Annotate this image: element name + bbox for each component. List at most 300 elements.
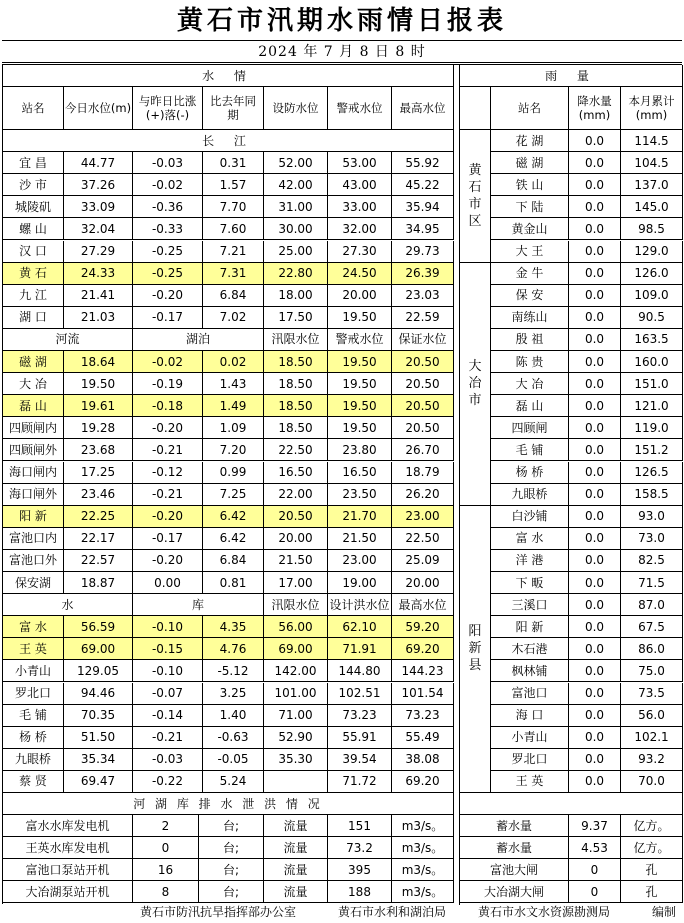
rain-station: 花 湖 — [491, 130, 569, 152]
lake-row-value: -0.21 — [133, 439, 203, 461]
lake-row-value: 19.61 — [64, 395, 133, 417]
reservoir-row-value: -0.07 — [133, 683, 203, 705]
lake-guarantee-header: 保证水位 — [392, 329, 454, 351]
rain-station: 铁 山 — [491, 174, 569, 196]
lake-row-value: 22.57 — [64, 550, 133, 572]
lake-row-value: 17.00 — [264, 572, 328, 594]
yangtze-row-value: 32.00 — [328, 218, 392, 240]
reservoir-row-station: 王 英 — [3, 638, 64, 660]
rain-section-header: 雨 量 — [460, 65, 683, 87]
water-section-header: 水 情 — [3, 65, 454, 87]
reservoir-row-value: 71.72 — [328, 771, 392, 793]
yangtze-row-value: 33.09 — [64, 196, 133, 218]
rainfall-value: 0.0 — [569, 263, 621, 285]
lake-row-value: 17.25 — [64, 462, 133, 484]
rainfall-value: 0.0 — [569, 329, 621, 351]
rainfall-value: 0.0 — [569, 439, 621, 461]
yangtze-row-station: 宜 昌 — [3, 152, 64, 174]
report-title: 黄石市汛期水雨情日报表 — [176, 6, 507, 36]
monthly-total-value: 104.5 — [621, 152, 683, 174]
monthly-total-value: 86.0 — [621, 638, 683, 660]
yangtze-row-value: 0.31 — [203, 152, 264, 174]
reservoir-row-value: 1.40 — [203, 705, 264, 727]
yangtze-row-value: -0.17 — [133, 307, 203, 329]
monthly-total-value: 145.0 — [621, 196, 683, 218]
reservoir-row-value: 59.20 — [392, 616, 454, 638]
rain-station: 陈 贵 — [491, 351, 569, 373]
rainfall-value: 0.0 — [569, 196, 621, 218]
reservoir-row-value: 56.59 — [64, 616, 133, 638]
reservoir-row-value: 35.34 — [64, 749, 133, 771]
monthly-total-value: 71.5 — [621, 572, 683, 594]
yangtze-row-station: 湖 口 — [3, 307, 64, 329]
rain-station: 九眼桥 — [491, 484, 569, 506]
yangtze-row-value: 7.70 — [203, 196, 264, 218]
discharge-right-value: 0 — [569, 859, 621, 881]
lake-row-value: 22.50 — [264, 439, 328, 461]
reservoir-row-value: 69.00 — [264, 638, 328, 660]
yangtze-row-value: 21.41 — [64, 285, 133, 307]
yangtze-row-value: 21.03 — [64, 307, 133, 329]
lake-row-value: 25.09 — [392, 550, 454, 572]
reservoir-row-value: 4.76 — [203, 638, 264, 660]
lake-row-value: 20.50 — [392, 417, 454, 439]
rain-station: 南练山 — [491, 307, 569, 329]
lake-row-value: 23.46 — [64, 484, 133, 506]
discharge-section-header: 河 湖 库 排 水 泄 洪 情 况 — [3, 793, 454, 815]
yangtze-row-value: 35.94 — [392, 196, 454, 218]
rain-station: 海 口 — [491, 705, 569, 727]
discharge-count: 0 — [133, 837, 199, 859]
report-date: 2024 年 7 月 8 日 8 时 — [258, 44, 426, 60]
lake-row-value: 1.09 — [203, 417, 264, 439]
rain-station: 富 水 — [491, 528, 569, 550]
rain-station: 黄金山 — [491, 218, 569, 240]
yangtze-row-value: 27.29 — [64, 241, 133, 263]
lake-row-value: 18.50 — [264, 395, 328, 417]
yangtze-row-value: -0.33 — [133, 218, 203, 240]
monthly-total-value: 90.5 — [621, 307, 683, 329]
yangtze-row-value: 6.84 — [203, 285, 264, 307]
lake-row-station: 海口闸外 — [3, 484, 64, 506]
lake-row-value: 6.84 — [203, 550, 264, 572]
lake-row-value: 20.00 — [264, 528, 328, 550]
rain-station: 下 陆 — [491, 196, 569, 218]
yangtze-section-label: 长 江 — [3, 130, 454, 152]
reservoir-row-value: 129.05 — [64, 660, 133, 682]
reservoir-design-header: 设计洪水位 — [328, 594, 392, 616]
reservoir-row-value: 4.35 — [203, 616, 264, 638]
rainfall-value: 0.0 — [569, 174, 621, 196]
rain-station: 金 牛 — [491, 263, 569, 285]
discharge-flow-label: 流量 — [264, 815, 328, 837]
lake-row-value: 16.50 — [264, 462, 328, 484]
monthly-total-value: 121.0 — [621, 395, 683, 417]
lake-row-value: 21.50 — [328, 528, 392, 550]
yangtze-row-value: 23.03 — [392, 285, 454, 307]
lake-row-station: 大 冶 — [3, 373, 64, 395]
lake-row-value: -0.21 — [133, 484, 203, 506]
monthly-total-header: 本月累计(mm) — [621, 87, 683, 130]
reservoir-row-value: 38.08 — [392, 749, 454, 771]
yangtze-row-value: -0.20 — [133, 285, 203, 307]
reservoir-row-value: -0.14 — [133, 705, 203, 727]
reservoir-row-value: 39.54 — [328, 749, 392, 771]
lake-row-value: 21.70 — [328, 506, 392, 528]
reservoir-row-value: 69.00 — [64, 638, 133, 660]
yangtze-row-value: 31.00 — [264, 196, 328, 218]
reservoir-row-value: 71.00 — [264, 705, 328, 727]
reservoir-row-value: 56.00 — [264, 616, 328, 638]
monthly-total-value: 151.0 — [621, 373, 683, 395]
lake-row-value: 19.50 — [328, 351, 392, 373]
lake-row-value: 26.20 — [392, 484, 454, 506]
yangtze-row-value: -0.02 — [133, 174, 203, 196]
reservoir-row-value: 94.46 — [64, 683, 133, 705]
reservoir-row-station: 九眼桥 — [3, 749, 64, 771]
warning-level-header: 警戒水位 — [328, 87, 392, 130]
lake-row-value: 18.64 — [64, 351, 133, 373]
discharge-name: 富池口泵站开机 — [3, 859, 133, 881]
reservoir-row-station: 罗北口 — [3, 683, 64, 705]
lake-row-station: 富池口内 — [3, 528, 64, 550]
monthly-total-value: 163.5 — [621, 329, 683, 351]
lake-row-value: -0.02 — [133, 351, 203, 373]
lake-row-value: -0.20 — [133, 417, 203, 439]
reservoir-row-value — [264, 771, 328, 793]
lake-row-value: 1.49 — [203, 395, 264, 417]
lake-row-value: 19.50 — [328, 395, 392, 417]
discharge-flow-unit: m3/s。 — [392, 837, 454, 859]
monthly-total-value: 70.0 — [621, 771, 683, 793]
rainfall-value: 0.0 — [569, 218, 621, 240]
rain-station: 木石港 — [491, 638, 569, 660]
rain-station: 阳 新 — [491, 616, 569, 638]
rain-station: 大 冶 — [491, 373, 569, 395]
rain-group-1: 大 冶 市 — [460, 263, 491, 506]
yangtze-row-value: 22.59 — [392, 307, 454, 329]
reservoir-row-value: -0.22 — [133, 771, 203, 793]
lake-row-value: 7.25 — [203, 484, 264, 506]
reservoir-row-value: 101.54 — [392, 683, 454, 705]
discharge-flow-unit: m3/s。 — [392, 859, 454, 881]
reservoir-row-value: 144.23 — [392, 660, 454, 682]
monthly-total-value: 73.5 — [621, 683, 683, 705]
yangtze-row-value: -0.03 — [133, 152, 203, 174]
yangtze-row-station: 汉 口 — [3, 241, 64, 263]
rain-station: 富池口 — [491, 683, 569, 705]
defense-level-header: 设防水位 — [264, 87, 328, 130]
lake-row-value: 0.99 — [203, 462, 264, 484]
rainfall-value: 0.0 — [569, 528, 621, 550]
monthly-total-value: 137.0 — [621, 174, 683, 196]
yangtze-row-value: 24.50 — [328, 263, 392, 285]
reservoir-row-value: 3.25 — [203, 683, 264, 705]
lake-row-value: 22.00 — [264, 484, 328, 506]
discharge-right-label: 大冶湖大闸 — [460, 881, 569, 903]
lake-row-value: -0.12 — [133, 462, 203, 484]
report-table — [2, 64, 682, 904]
rain-group-2: 阳 新 县 — [460, 506, 491, 793]
reservoir-row-value: 62.10 — [328, 616, 392, 638]
yangtze-row-value: 7.31 — [203, 263, 264, 285]
discharge-right-unit: 亿方。 — [621, 815, 683, 837]
lake-warning-header: 警戒水位 — [328, 329, 392, 351]
lake-row-value: -0.18 — [133, 395, 203, 417]
river-label: 河流 — [3, 329, 133, 351]
reservoir-row-station: 富 水 — [3, 616, 64, 638]
discharge-name: 大冶湖泵站开机 — [3, 881, 133, 903]
reservoir-row-value: 55.91 — [328, 727, 392, 749]
discharge-count: 16 — [133, 859, 199, 881]
discharge-right-label: 富池大闸 — [460, 859, 569, 881]
yangtze-row-value: 1.57 — [203, 174, 264, 196]
monthly-total-value: 87.0 — [621, 594, 683, 616]
yangtze-row-station: 螺 山 — [3, 218, 64, 240]
reservoir-label-b: 库 — [133, 594, 264, 616]
monthly-total-value: 73.0 — [621, 528, 683, 550]
rain-station: 四顾闸 — [491, 417, 569, 439]
monthly-total-value: 93.0 — [621, 506, 683, 528]
discharge-right-value: 0 — [569, 881, 621, 903]
yangtze-row-value: 19.50 — [328, 307, 392, 329]
reservoir-row-value: 51.50 — [64, 727, 133, 749]
title-rule-bottom — [2, 62, 682, 63]
lake-row-value: 23.68 — [64, 439, 133, 461]
reservoir-row-value: 71.91 — [328, 638, 392, 660]
yangtze-row-value: 37.26 — [64, 174, 133, 196]
monthly-total-value: 129.0 — [621, 241, 683, 263]
lake-row-station: 富池口外 — [3, 550, 64, 572]
rainfall-value: 0.0 — [569, 506, 621, 528]
rainfall-value: 0.0 — [569, 351, 621, 373]
monthly-total-value: 82.5 — [621, 550, 683, 572]
yangtze-row-value: 25.00 — [264, 241, 328, 263]
monthly-total-value: 56.0 — [621, 705, 683, 727]
lake-row-value: 22.25 — [64, 506, 133, 528]
rain-station: 保 安 — [491, 285, 569, 307]
lake-row-value: 22.50 — [392, 528, 454, 550]
yangtze-row-value: 7.60 — [203, 218, 264, 240]
station-header: 站名 — [3, 87, 64, 130]
reservoir-row-value: 144.80 — [328, 660, 392, 682]
rain-station: 罗北口 — [491, 749, 569, 771]
lake-row-value: 20.50 — [392, 373, 454, 395]
lake-row-value: 20.00 — [392, 572, 454, 594]
rain-station: 殷 祖 — [491, 329, 569, 351]
rainfall-value: 0.0 — [569, 594, 621, 616]
rain-station-header: 站名 — [491, 87, 569, 130]
rain-station: 王 英 — [491, 771, 569, 793]
discharge-right-unit: 孔 — [621, 859, 683, 881]
title-rule-top — [2, 40, 682, 41]
reservoir-row-value: -0.15 — [133, 638, 203, 660]
reservoir-row-value: -0.05 — [203, 749, 264, 771]
yangtze-row-value: -0.25 — [133, 241, 203, 263]
yangtze-row-value: 7.21 — [203, 241, 264, 263]
reservoir-row-value: -0.10 — [133, 660, 203, 682]
yangtze-row-value: 24.33 — [64, 263, 133, 285]
yangtze-row-station: 沙 市 — [3, 174, 64, 196]
monthly-total-value: 114.5 — [621, 130, 683, 152]
lake-row-value: 19.50 — [328, 417, 392, 439]
yangtze-row-station: 黄 石 — [3, 263, 64, 285]
discharge-count: 8 — [133, 881, 199, 903]
discharge-flow-unit: m3/s。 — [392, 815, 454, 837]
rain-station: 白沙铺 — [491, 506, 569, 528]
rainfall-value: 0.0 — [569, 638, 621, 660]
reservoir-row-value: 142.00 — [264, 660, 328, 682]
today-level-header: 今日水位(m) — [64, 87, 133, 130]
reservoir-row-value: 52.90 — [264, 727, 328, 749]
rain-station: 磊 山 — [491, 395, 569, 417]
rainfall-value: 0.0 — [569, 660, 621, 682]
reservoir-row-value: 69.47 — [64, 771, 133, 793]
footer-compiled-label: 编制 — [652, 905, 677, 919]
lake-row-value: 23.00 — [328, 550, 392, 572]
rain-station: 磁 湖 — [491, 152, 569, 174]
yangtze-row-value: 20.00 — [328, 285, 392, 307]
monthly-total-value: 98.5 — [621, 218, 683, 240]
discharge-flow-label: 流量 — [264, 837, 328, 859]
rainfall-value: 0.0 — [569, 130, 621, 152]
lake-row-station: 四顾闸内 — [3, 417, 64, 439]
rainfall-value: 0.0 — [569, 572, 621, 594]
reservoir-row-station: 小青山 — [3, 660, 64, 682]
rainfall-value: 0.0 — [569, 241, 621, 263]
discharge-flow: 188 — [328, 881, 392, 903]
discharge-right-value: 4.53 — [569, 837, 621, 859]
yangtze-row-value: 27.30 — [328, 241, 392, 263]
yangtze-row-value: 30.00 — [264, 218, 328, 240]
rain-group-header-blank — [460, 87, 491, 130]
lake-row-value: 19.00 — [328, 572, 392, 594]
lake-row-value: -0.20 — [133, 550, 203, 572]
discharge-right-unit: 亿方。 — [621, 837, 683, 859]
yangtze-row-value: 44.77 — [64, 152, 133, 174]
yangtze-row-value: 18.00 — [264, 285, 328, 307]
rain-station: 枫林铺 — [491, 660, 569, 682]
discharge-right-unit: 孔 — [621, 881, 683, 903]
rainfall-value: 0.0 — [569, 683, 621, 705]
discharge-right-blank — [460, 793, 683, 815]
reservoir-row-value: 102.51 — [328, 683, 392, 705]
monthly-total-value: 67.5 — [621, 616, 683, 638]
lake-row-value: 6.42 — [203, 528, 264, 550]
lake-row-value: 0.02 — [203, 351, 264, 373]
yangtze-row-value: 43.00 — [328, 174, 392, 196]
discharge-flow: 151 — [328, 815, 392, 837]
reservoir-row-value: -0.03 — [133, 749, 203, 771]
reservoir-row-value: -5.12 — [203, 660, 264, 682]
rain-station: 下 畈 — [491, 572, 569, 594]
lake-row-value: 20.50 — [392, 395, 454, 417]
rainfall-value: 0.0 — [569, 462, 621, 484]
reservoir-row-value: 69.20 — [392, 638, 454, 660]
rainfall-value: 0.0 — [569, 373, 621, 395]
highest-level-header: 最高水位 — [392, 87, 454, 130]
yangtze-row-value: 32.04 — [64, 218, 133, 240]
yangtze-row-value: 33.00 — [328, 196, 392, 218]
lake-row-value: 6.42 — [203, 506, 264, 528]
rain-station: 小青山 — [491, 727, 569, 749]
rainfall-header: 降水量(mm) — [569, 87, 621, 130]
footer-org-water-bureau: 黄石市水利和湖泊局 — [338, 905, 447, 919]
discharge-unit: 台; — [199, 859, 264, 881]
lake-row-station: 磁 湖 — [3, 351, 64, 373]
lake-row-value: 16.50 — [328, 462, 392, 484]
reservoir-row-value: 35.30 — [264, 749, 328, 771]
yangtze-row-station: 九 江 — [3, 285, 64, 307]
lake-row-value: -0.17 — [133, 528, 203, 550]
rainfall-value: 0.0 — [569, 307, 621, 329]
lake-row-value: -0.19 — [133, 373, 203, 395]
monthly-total-value: 93.2 — [621, 749, 683, 771]
last-year-header: 比去年同 期 — [203, 87, 264, 130]
yangtze-row-value: 55.92 — [392, 152, 454, 174]
monthly-total-value: 109.0 — [621, 285, 683, 307]
discharge-right-label: 蓄水量 — [460, 837, 569, 859]
yangtze-row-value: 29.73 — [392, 241, 454, 263]
discharge-right-label: 蓄水量 — [460, 815, 569, 837]
footer-org-hydrology-bureau: 黄石市水文水资源勘测局 — [478, 905, 611, 919]
rainfall-value: 0.0 — [569, 550, 621, 572]
lake-row-value: 26.70 — [392, 439, 454, 461]
discharge-name: 富水水库发电机 — [3, 815, 133, 837]
yangtze-row-value: 45.22 — [392, 174, 454, 196]
lake-row-value: 18.50 — [264, 373, 328, 395]
lake-row-station: 保安湖 — [3, 572, 64, 594]
rainfall-value: 0.0 — [569, 727, 621, 749]
rain-group-0: 黄 石 市 区 — [460, 130, 491, 263]
yangtze-row-value: 34.95 — [392, 218, 454, 240]
discharge-unit: 台; — [199, 815, 264, 837]
monthly-total-value: 158.5 — [621, 484, 683, 506]
monthly-total-value: 75.0 — [621, 660, 683, 682]
reservoir-row-value: -0.21 — [133, 727, 203, 749]
rain-station: 大 王 — [491, 241, 569, 263]
reservoir-row-value: 73.23 — [328, 705, 392, 727]
yangtze-row-value: 26.39 — [392, 263, 454, 285]
yangtze-row-value: 17.50 — [264, 307, 328, 329]
change-header: 与昨日比涨(+)落(-) — [133, 87, 203, 130]
lake-row-value: 18.50 — [264, 351, 328, 373]
yangtze-row-station: 城陵矶 — [3, 196, 64, 218]
reservoir-row-value: -0.10 — [133, 616, 203, 638]
reservoir-row-station: 毛 铺 — [3, 705, 64, 727]
discharge-count: 2 — [133, 815, 199, 837]
reservoir-highest-header: 最高水位 — [392, 594, 454, 616]
yangtze-row-value: 52.00 — [264, 152, 328, 174]
lake-row-value: 18.50 — [264, 417, 328, 439]
rainfall-value: 0.0 — [569, 749, 621, 771]
lake-row-value: 18.79 — [392, 462, 454, 484]
discharge-flow: 73.2 — [328, 837, 392, 859]
yangtze-row-value: 42.00 — [264, 174, 328, 196]
discharge-name: 王英水库发电机 — [3, 837, 133, 859]
lake-row-value: 0.81 — [203, 572, 264, 594]
lake-row-value: 19.28 — [64, 417, 133, 439]
reservoir-row-station: 杨 桥 — [3, 727, 64, 749]
rain-station: 毛 铺 — [491, 439, 569, 461]
lake-label: 湖泊 — [133, 329, 264, 351]
monthly-total-value: 151.2 — [621, 439, 683, 461]
lake-row-value: 23.80 — [328, 439, 392, 461]
lake-row-value: 20.50 — [392, 351, 454, 373]
rainfall-value: 0.0 — [569, 395, 621, 417]
lake-row-station: 阳 新 — [3, 506, 64, 528]
reservoir-row-station: 蔡 贤 — [3, 771, 64, 793]
